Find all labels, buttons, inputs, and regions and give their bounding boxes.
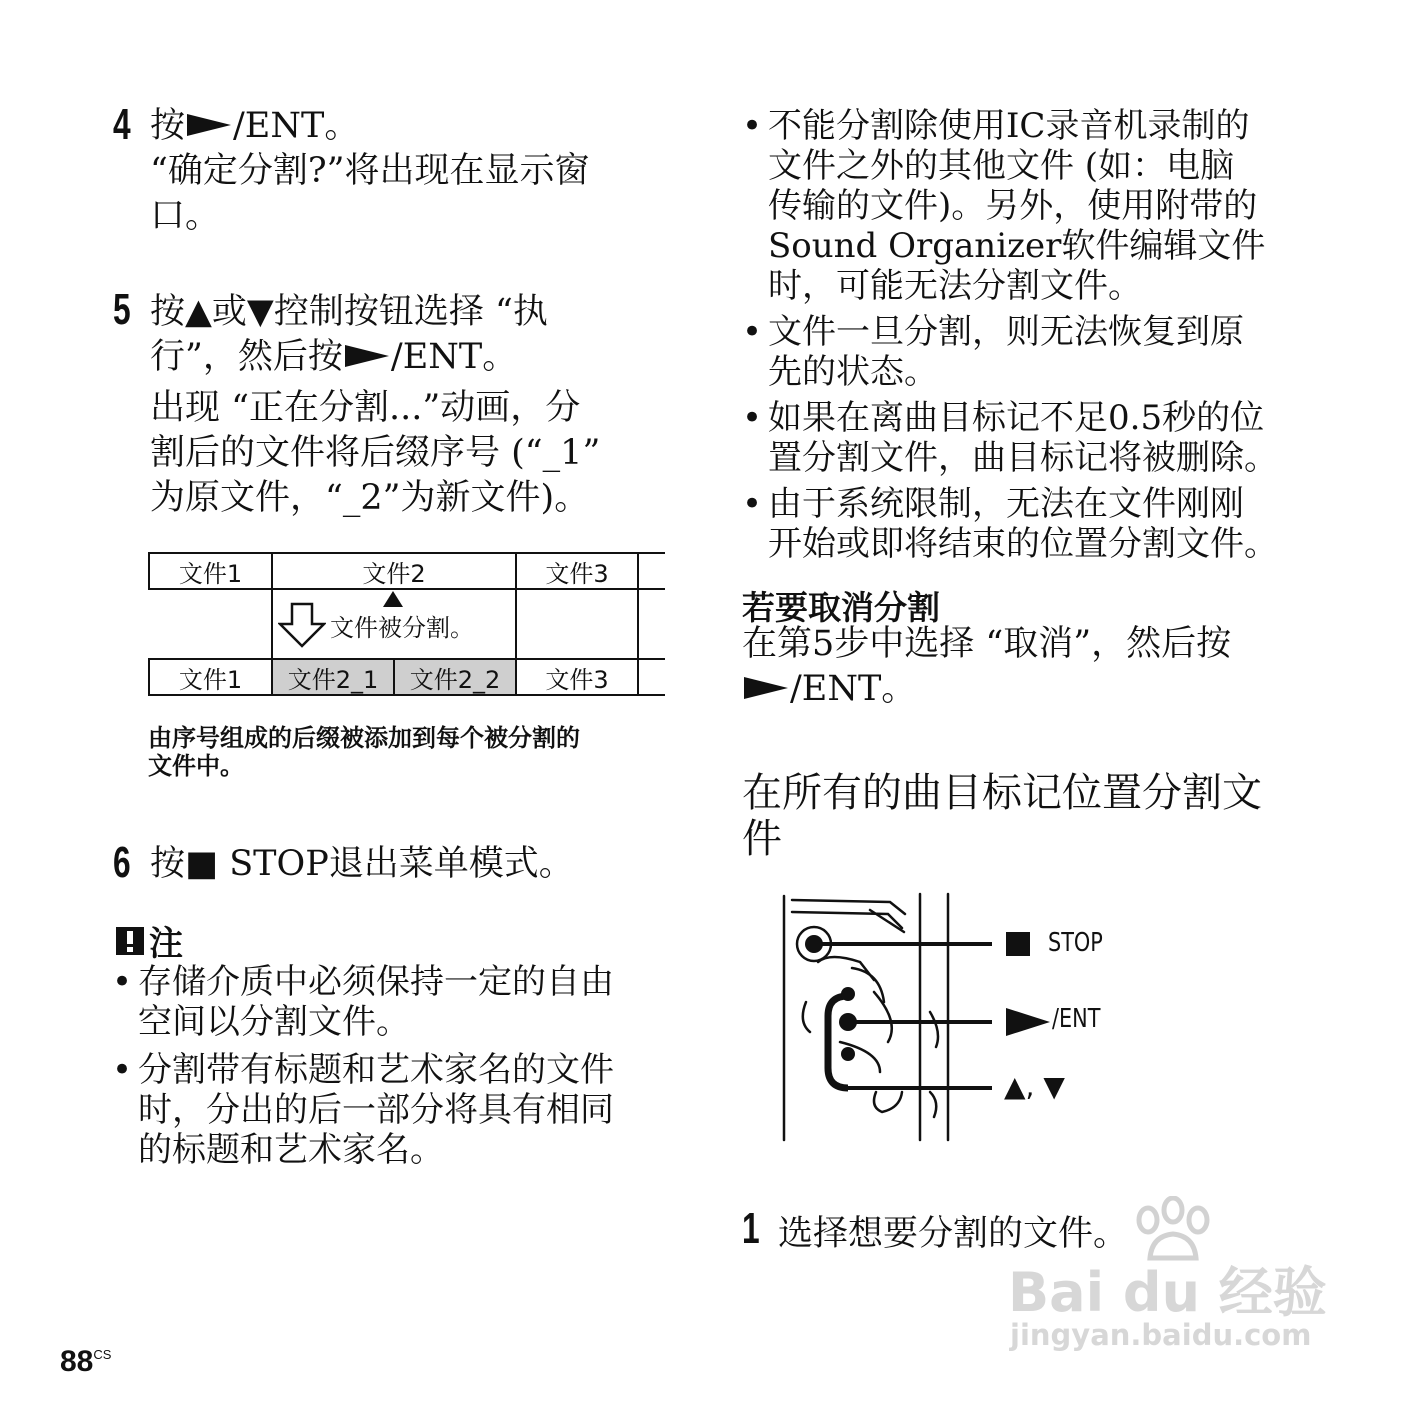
watermark-url: jingyan.baidu.com bbox=[1010, 1318, 1312, 1352]
page-number-suffix: CS bbox=[93, 1347, 112, 1362]
device-label-stop: STOP bbox=[1048, 928, 1103, 958]
diagram-middle-divider-left bbox=[271, 588, 273, 660]
cancel-text bbox=[742, 622, 1231, 712]
section-title-line-1: 在所有的曲目标记位置分割文 bbox=[742, 770, 1262, 816]
step-5-line-2-prefix: 行”，然后按 bbox=[150, 337, 343, 377]
step-5-line-1: 按▲或▼控制按钮选择 “执 bbox=[150, 292, 548, 332]
note-title: 注 bbox=[149, 924, 183, 964]
note-item-2: • 分割带有标题和艺术家名的文件 时，分出的后一部分将具有相同 的标题和艺术家名。 bbox=[112, 1050, 672, 1170]
restriction-item-2: • 文件一旦分割，则无法恢复到原 先的状态。 bbox=[742, 312, 1342, 392]
device-label-ent: /ENT bbox=[1052, 1004, 1101, 1034]
watermark-brand: Bai du 经验 bbox=[1008, 1261, 1327, 1324]
diagram-top-continuation bbox=[639, 552, 665, 590]
note-item-2-line-3: 的标题和艺术家名。 bbox=[138, 1130, 444, 1170]
page-number-value: 88 bbox=[60, 1345, 94, 1378]
diagram-top-file-1: 文件1 bbox=[148, 552, 273, 590]
step-4-line-3: 口。 bbox=[150, 196, 221, 236]
restriction-item-3-line-2: 置分割文件，曲目标记将被删除。 bbox=[768, 438, 1278, 478]
note-list bbox=[112, 962, 672, 1170]
note-icon bbox=[115, 926, 145, 956]
play-icon bbox=[742, 673, 790, 703]
note-heading bbox=[115, 916, 183, 965]
restriction-item-1-line-3: 传输的文件)。另外，使用附带的 bbox=[768, 186, 1258, 226]
diagram-caption bbox=[148, 724, 580, 780]
diagram-caption-line-2: 文件中。 bbox=[148, 752, 244, 780]
restriction-item-4-line-2: 开始或即将结束的位置分割文件。 bbox=[768, 524, 1278, 564]
restriction-item-1: • 不能分割除使用IC录音机录制的 文件之外的其他文件 (如：电脑 传输的文件)。另外，使用附带的 Sound Organizer软件编辑文件 时，可能无法分割文件。 bbox=[742, 106, 1342, 306]
step-5-line-3: 出现 “正在分割...”动画，分 bbox=[150, 388, 581, 428]
diagram-middle-divider-right bbox=[637, 588, 639, 660]
step-4-line-1-suffix: /ENT。 bbox=[233, 106, 360, 146]
diagram-bottom-file-3: 文件3 bbox=[515, 658, 639, 696]
device-play-icon bbox=[1006, 1008, 1050, 1036]
restriction-item-3-line-1: 如果在离曲目标记不足0.5秒的位 bbox=[768, 398, 1265, 438]
section-title-line-2: 件 bbox=[742, 816, 782, 862]
diagram-caption-line-1: 由序号组成的后缀被添加到每个被分割的 bbox=[148, 724, 580, 752]
section-title bbox=[742, 770, 1262, 862]
restriction-item-4: • 由于系统限制，无法在文件刚刚 开始或即将结束的位置分割文件。 bbox=[742, 484, 1342, 564]
restrictions-list bbox=[742, 106, 1342, 564]
step-1-number: 1 bbox=[742, 1204, 760, 1253]
diagram-bottom-continuation bbox=[639, 658, 665, 696]
diagram-bottom-file-1: 文件1 bbox=[148, 658, 273, 696]
diagram-bottom-file-2-1: 文件2_1 bbox=[271, 658, 395, 696]
note-item-2-line-1: 分割带有标题和艺术家名的文件 bbox=[138, 1050, 614, 1090]
step-5-line-4: 割后的文件将后缀序号 (“_1” bbox=[150, 433, 601, 473]
step-1-text: 选择想要分割的文件。 bbox=[778, 1214, 1129, 1254]
step-5-text bbox=[150, 290, 600, 521]
stop-square-icon bbox=[1006, 932, 1030, 956]
page-number bbox=[60, 1345, 111, 1379]
device-label-updown: ▲, ▼ bbox=[1004, 1070, 1065, 1103]
restriction-item-1-line-1: 不能分割除使用IC录音机录制的 bbox=[768, 106, 1250, 146]
step-4-text bbox=[150, 104, 590, 239]
restriction-item-1-line-2: 文件之外的其他文件 (如：电脑 bbox=[768, 146, 1235, 186]
step-4-number: 4 bbox=[113, 100, 131, 149]
cancel-line-1: 在第5步中选择 “取消”，然后按 bbox=[742, 624, 1232, 664]
step-6-text: 按■ STOP退出菜单模式。 bbox=[150, 844, 574, 884]
step-4-line-2: “确定分割?”将出现在显示窗 bbox=[150, 151, 590, 191]
step-5-line-2-suffix: /ENT。 bbox=[390, 337, 518, 377]
step-6-number: 6 bbox=[113, 838, 131, 887]
note-item-1-line-1: 存储介质中必须保持一定的自由 bbox=[138, 962, 614, 1002]
restriction-item-2-line-1: 文件一旦分割，则无法恢复到原 bbox=[768, 312, 1244, 352]
play-icon bbox=[343, 341, 391, 371]
note-item-1: • 存储介质中必须保持一定的自由 空间以分割文件。 bbox=[112, 962, 672, 1042]
diagram-middle-divider-mid bbox=[515, 588, 517, 660]
play-icon bbox=[185, 110, 233, 140]
restriction-item-1-line-4: Sound Organizer软件编辑文件 bbox=[768, 226, 1266, 266]
cancel-heading: 若要取消分割 bbox=[742, 588, 940, 627]
step-5-number: 5 bbox=[113, 285, 131, 334]
restriction-item-2-line-2: 先的状态。 bbox=[768, 352, 938, 392]
note-item-1-line-2: 空间以分割文件。 bbox=[138, 1002, 410, 1042]
step-4-line-1-prefix: 按 bbox=[150, 106, 186, 146]
restriction-item-1-line-5: 时，可能无法分割文件。 bbox=[768, 266, 1142, 306]
diagram-top-file-3: 文件3 bbox=[515, 552, 639, 590]
diagram-bottom-file-2-2: 文件2_2 bbox=[393, 658, 517, 696]
step-5-line-5: 为原文件，“_2”为新文件)。 bbox=[150, 478, 590, 518]
diagram-split-label: 文件被分割。 bbox=[330, 614, 474, 642]
restriction-item-3: • 如果在离曲目标记不足0.5秒的位 置分割文件，曲目标记将被删除。 bbox=[742, 398, 1342, 478]
note-item-2-line-2: 时，分出的后一部分将具有相同 bbox=[138, 1090, 614, 1130]
split-point-marker-icon bbox=[382, 590, 404, 608]
diagram-top-file-2: 文件2 bbox=[271, 552, 517, 590]
restriction-item-4-line-1: 由于系统限制，无法在文件刚刚 bbox=[768, 484, 1244, 524]
down-arrow-icon bbox=[278, 602, 326, 648]
cancel-line-2-suffix: /ENT。 bbox=[790, 669, 917, 709]
